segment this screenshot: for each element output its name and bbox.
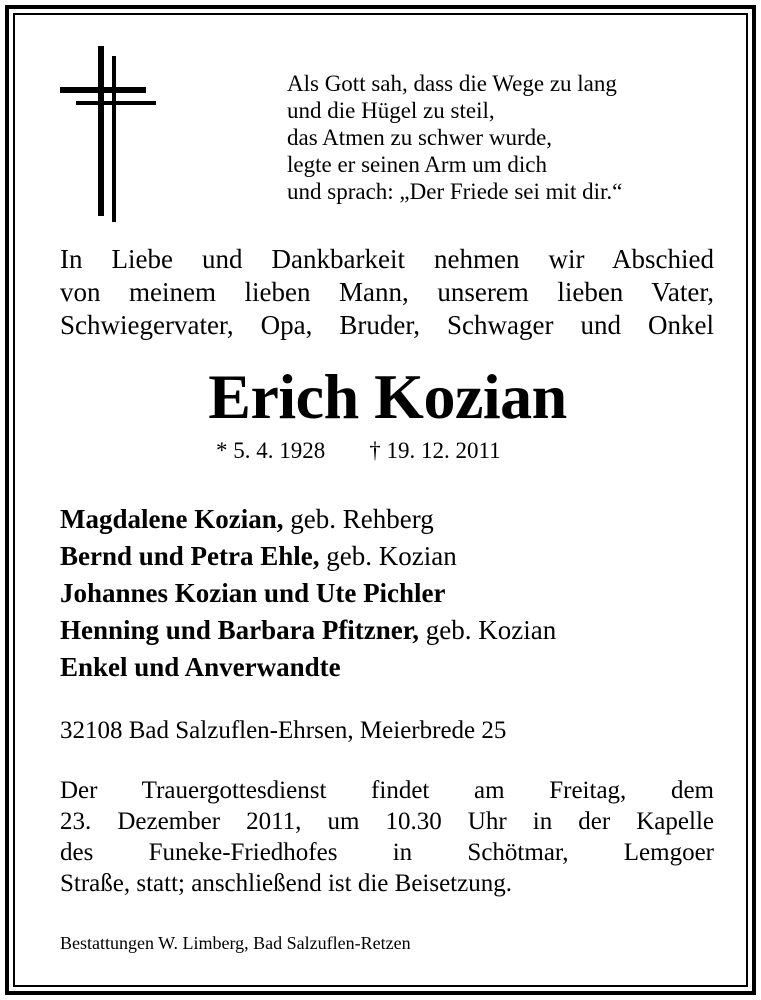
poem-line: Als Gott sah, dass die Wege zu lang [287,71,617,96]
family-member-note: geb. Kozian [319,541,457,571]
family-entry [60,612,556,649]
family-entry [60,649,556,686]
family-entry [60,538,556,575]
death-date: † 19. 12. 2011 [369,438,501,463]
poem-line: legte er seinen Arm um dich [287,152,547,177]
family-member-name: Enkel und Anverwandte [60,652,341,682]
family-member-name: Bernd und Petra Ehle, [60,541,320,571]
intro-line: von meinem lieben Mann, unserem lieben Vater, [60,277,714,307]
family-entry [60,501,556,538]
life-dates [216,437,501,465]
poem-line: und sprach: „Der Friede sei mit dir.“ [287,179,623,204]
undertaker: Bestattungen W. Limberg, Bad Salzuflen-Retzen [60,933,411,953]
deceased-name: Erich Kozian [208,361,567,432]
family-member-name: Magdalene Kozian, [60,504,284,534]
intro-text [60,243,714,342]
address: 32108 Bad Salzuflen-Ehrsen, Meierbrede 25 [60,717,507,744]
service-line: Straße, statt; anschließend ist die Beisetzung. [60,870,512,897]
poem-line: das Atmen zu schwer wurde, [287,125,553,150]
family-entry [60,575,556,612]
double-cross-icon [58,46,158,222]
intro-line: Schwiegervater, Opa, Bruder, Schwager und Onkel [60,310,714,340]
poem [287,70,622,205]
intro-line: In Liebe und Dankbarkeit nehmen wir Abschied [60,244,714,274]
service-info [60,775,714,899]
family-list [60,501,556,686]
family-member-name: Henning und Barbara Pfitzner, [60,615,420,645]
service-line: Der Trauergottesdienst findet am Freitag, dem [60,777,714,804]
service-line: 23. Dezember 2011, um 10.30 Uhr in der Kapelle [60,808,714,835]
poem-line: und die Hügel zu steil, [287,98,495,123]
family-member-note: geb. Rehberg [283,504,434,534]
family-member-note: geb. Kozian [419,615,557,645]
family-member-name: Johannes Kozian und Ute Pichler [60,578,446,608]
service-line: des Funeke-Friedhofes in Schötmar, Lemgoer [60,839,714,866]
birth-date: * 5. 4. 1928 [216,438,326,463]
